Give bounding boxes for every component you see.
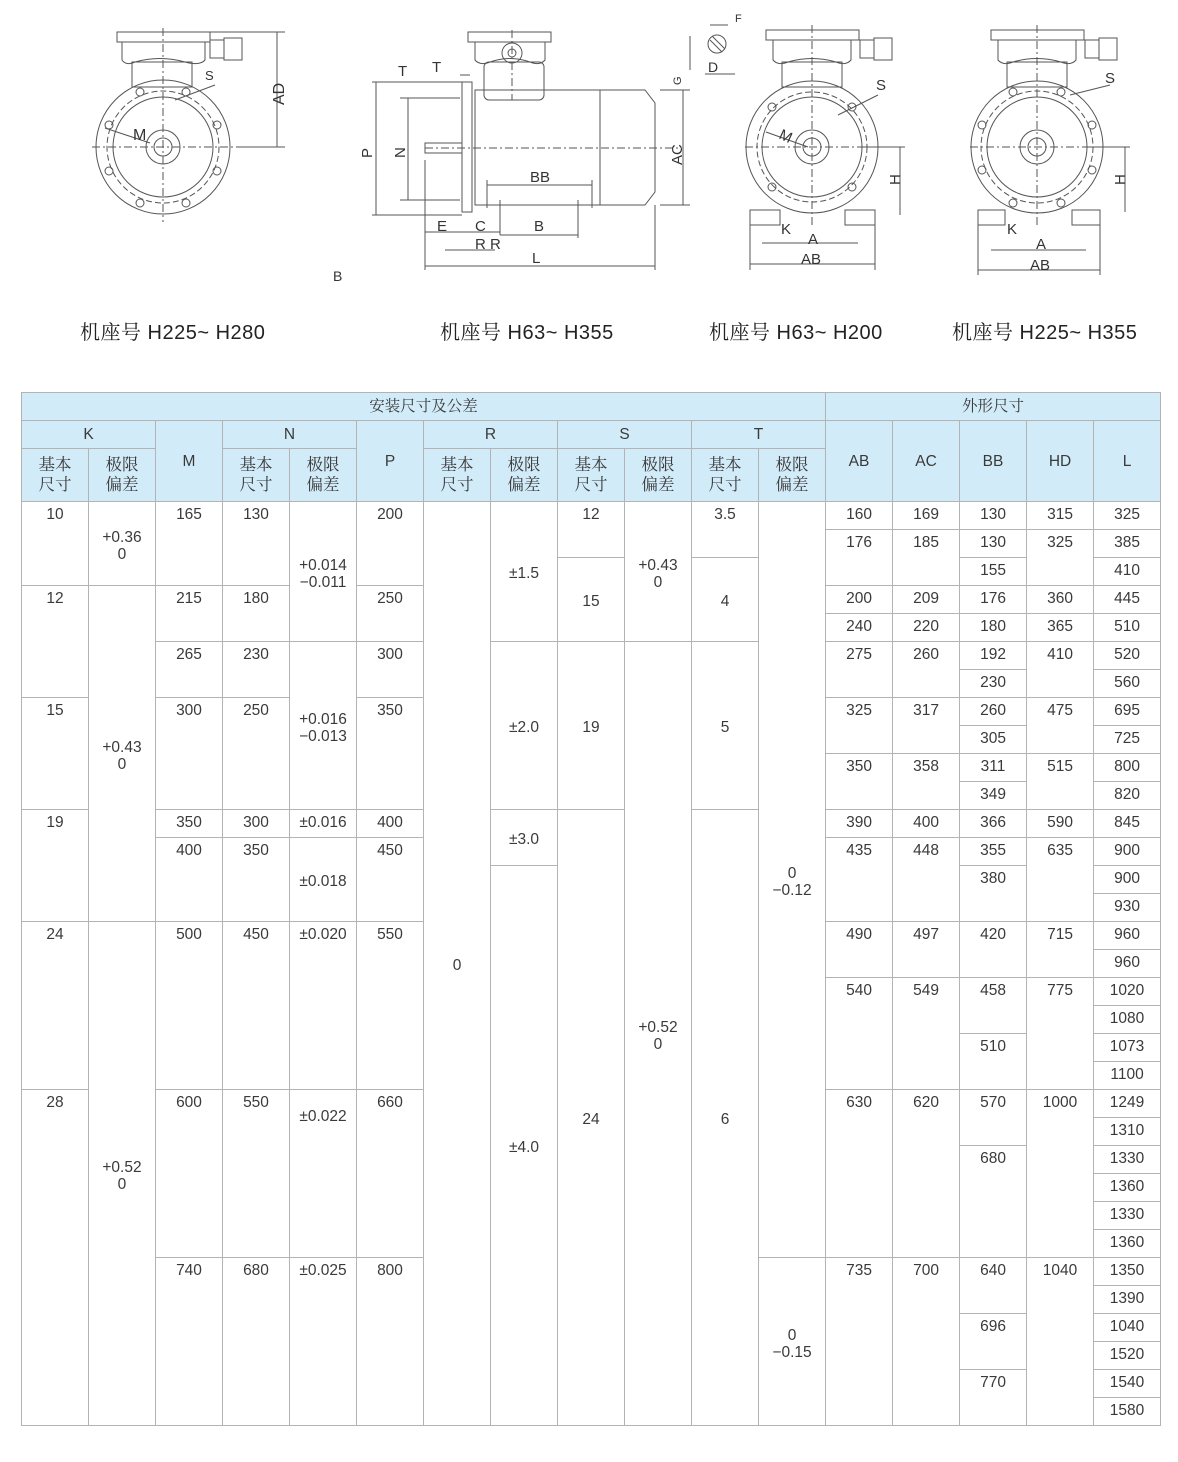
bb-cell: 458 xyxy=(960,978,1027,1034)
ab-cell: 350 xyxy=(826,754,893,810)
svg-text:P: P xyxy=(359,147,376,158)
ab-cell: 490 xyxy=(826,922,893,978)
n-tol-cell: ±0.018 xyxy=(290,838,357,922)
svg-text:AD: AD xyxy=(271,82,288,105)
svg-text:AB: AB xyxy=(1030,257,1051,274)
bb-cell: 510 xyxy=(960,1034,1027,1090)
svg-text:D: D xyxy=(708,59,719,75)
l-cell: 800 xyxy=(1094,754,1161,782)
l-cell: 385 xyxy=(1094,530,1161,558)
header-hd: HD xyxy=(1027,421,1094,502)
n-base-cell: 450 xyxy=(223,922,290,1090)
svg-text:C: C xyxy=(475,218,486,235)
bb-cell: 305 xyxy=(960,726,1027,754)
p-cell: 350 xyxy=(357,698,424,810)
hd-cell: 775 xyxy=(1027,978,1094,1090)
ab-cell: 200 xyxy=(826,586,893,614)
n-tol-cell: +0.016 −0.013 xyxy=(290,642,357,810)
hd-cell: 715 xyxy=(1027,922,1094,978)
drawing-front-h63-h200 xyxy=(740,20,910,280)
drawing-side-h63-h355 xyxy=(355,13,745,275)
l-cell: 900 xyxy=(1094,838,1161,866)
l-cell: 1580 xyxy=(1094,1398,1161,1426)
svg-text:K: K xyxy=(781,221,792,238)
l-cell: 900 xyxy=(1094,866,1161,894)
table-row xyxy=(22,810,1161,838)
ac-cell: 358 xyxy=(893,754,960,810)
svg-text:L: L xyxy=(532,250,541,267)
dimension-table xyxy=(21,392,1161,1426)
stray-label-b: B xyxy=(333,268,343,284)
r-tol-cell: ±1.5 xyxy=(491,502,558,642)
ac-cell: 448 xyxy=(893,838,960,922)
p-cell: 300 xyxy=(357,642,424,698)
hd-cell: 1000 xyxy=(1027,1090,1094,1258)
m-cell: 740 xyxy=(156,1258,223,1426)
l-cell: 1310 xyxy=(1094,1118,1161,1146)
bb-cell: 770 xyxy=(960,1370,1027,1426)
bb-cell: 130 xyxy=(960,530,1027,558)
svg-text:AC: AC xyxy=(669,144,686,165)
svg-text:F: F xyxy=(735,13,742,25)
n-base-cell: 130 xyxy=(223,502,290,586)
subheader-n-tol: 极限 偏差 xyxy=(290,449,357,502)
subheader-s-tol: 极限 偏差 xyxy=(625,449,692,502)
k-base-cell: 24 xyxy=(22,922,89,1090)
r-tol-cell: ±3.0 xyxy=(491,810,558,866)
l-cell: 510 xyxy=(1094,614,1161,642)
header-ac: AC xyxy=(893,421,960,502)
ac-cell: 700 xyxy=(893,1258,960,1426)
svg-text:S: S xyxy=(205,68,214,83)
m-cell: 300 xyxy=(156,698,223,810)
hd-cell: 360 xyxy=(1027,586,1094,614)
m-cell: 350 xyxy=(156,810,223,838)
bb-cell: 570 xyxy=(960,1090,1027,1146)
n-base-cell: 300 xyxy=(223,810,290,838)
n-tol-cell: ±0.016 xyxy=(290,810,357,838)
l-cell: 1350 xyxy=(1094,1258,1161,1286)
s-tol-cell: +0.43 0 xyxy=(625,502,692,642)
subheader-r-tol: 极限 偏差 xyxy=(491,449,558,502)
subheader-k-tol: 极限 偏差 xyxy=(89,449,156,502)
l-cell: 445 xyxy=(1094,586,1161,614)
l-cell: 1330 xyxy=(1094,1146,1161,1174)
caption-h225-h355: 机座号 H225~ H355 xyxy=(952,322,1138,344)
k-base-cell: 28 xyxy=(22,1090,89,1426)
bb-cell: 311 xyxy=(960,754,1027,782)
n-base-cell: 350 xyxy=(223,838,290,922)
m-cell: 500 xyxy=(156,922,223,1090)
header-r: R xyxy=(424,421,558,449)
bb-cell: 680 xyxy=(960,1146,1027,1258)
bb-cell: 180 xyxy=(960,614,1027,642)
t-tol-cell: 0 −0.15 xyxy=(759,1258,826,1426)
ab-cell: 275 xyxy=(826,642,893,698)
ac-cell: 317 xyxy=(893,698,960,754)
k-base-cell: 10 xyxy=(22,502,89,586)
svg-text:N: N xyxy=(392,147,409,158)
l-cell: 845 xyxy=(1094,810,1161,838)
subheader-k-base: 基本 尺寸 xyxy=(22,449,89,502)
bb-cell: 155 xyxy=(960,558,1027,586)
p-cell: 550 xyxy=(357,922,424,1090)
l-cell: 520 xyxy=(1094,642,1161,670)
s-base-cell: 12 xyxy=(558,502,625,558)
ab-cell: 735 xyxy=(826,1258,893,1426)
l-cell: 1360 xyxy=(1094,1230,1161,1258)
ab-cell: 435 xyxy=(826,838,893,922)
l-cell: 1330 xyxy=(1094,1202,1161,1230)
header-m: M xyxy=(156,421,223,502)
hd-cell: 315 xyxy=(1027,502,1094,530)
caption-h63-h200: 机座号 H63~ H200 xyxy=(709,322,883,344)
hd-cell: 635 xyxy=(1027,838,1094,922)
bb-cell: 696 xyxy=(960,1314,1027,1370)
hd-cell: 325 xyxy=(1027,530,1094,586)
k-tol-cell: +0.43 0 xyxy=(89,586,156,922)
p-cell: 450 xyxy=(357,838,424,922)
l-cell: 410 xyxy=(1094,558,1161,586)
svg-text:R: R xyxy=(490,236,501,253)
m-cell: 265 xyxy=(156,642,223,698)
l-cell: 930 xyxy=(1094,894,1161,922)
l-cell: 1249 xyxy=(1094,1090,1161,1118)
p-cell: 250 xyxy=(357,586,424,642)
l-cell: 1520 xyxy=(1094,1342,1161,1370)
ac-cell: 169 xyxy=(893,502,960,530)
ab-cell: 630 xyxy=(826,1090,893,1258)
svg-text:A: A xyxy=(1036,236,1047,253)
l-cell: 1100 xyxy=(1094,1062,1161,1090)
ac-cell: 549 xyxy=(893,978,960,1090)
table-row xyxy=(22,642,1161,670)
subheader-s-base: 基本 尺寸 xyxy=(558,449,625,502)
drawing-front-h225-h355 xyxy=(965,20,1135,280)
ab-cell: 176 xyxy=(826,530,893,586)
svg-text:S: S xyxy=(876,77,887,94)
ac-cell: 400 xyxy=(893,810,960,838)
svg-text:G: G xyxy=(672,76,684,85)
header-install-group: 安装尺寸及公差 xyxy=(22,393,826,421)
n-base-cell: 680 xyxy=(223,1258,290,1426)
bb-cell: 260 xyxy=(960,698,1027,726)
bb-cell: 192 xyxy=(960,642,1027,670)
header-n: N xyxy=(223,421,357,449)
svg-text:K: K xyxy=(1007,221,1018,238)
drawing-front-h225-h280 xyxy=(90,20,290,230)
s-tol-cell: +0.52 0 xyxy=(625,642,692,1426)
t-base-cell: 5 xyxy=(692,642,759,810)
r-tol-cell: ±4.0 xyxy=(491,866,558,1426)
header-s: S xyxy=(558,421,692,449)
n-tol-cell: ±0.020 xyxy=(290,922,357,1090)
svg-text:M: M xyxy=(133,127,147,144)
l-cell: 1080 xyxy=(1094,1006,1161,1034)
svg-text:T: T xyxy=(432,59,442,76)
m-cell: 600 xyxy=(156,1090,223,1258)
k-base-cell: 15 xyxy=(22,698,89,810)
ac-cell: 220 xyxy=(893,614,960,642)
subheader-t-base: 基本 尺寸 xyxy=(692,449,759,502)
p-cell: 400 xyxy=(357,810,424,838)
svg-text:A: A xyxy=(808,231,819,248)
ac-cell: 185 xyxy=(893,530,960,586)
m-cell: 165 xyxy=(156,502,223,586)
svg-text:S: S xyxy=(1105,70,1116,87)
hd-cell: 515 xyxy=(1027,754,1094,810)
s-base-cell: 15 xyxy=(558,558,625,642)
s-base-cell: 24 xyxy=(558,810,625,1426)
ab-cell: 540 xyxy=(826,978,893,1090)
header-outline-group: 外形尺寸 xyxy=(826,393,1161,421)
k-tol-cell: +0.52 0 xyxy=(89,922,156,1426)
hd-cell: 365 xyxy=(1027,614,1094,642)
t-base-cell: 4 xyxy=(692,558,759,642)
svg-text:E: E xyxy=(437,218,448,235)
r-base-cell: 0 xyxy=(424,502,491,1426)
l-cell: 1040 xyxy=(1094,1314,1161,1342)
n-base-cell: 250 xyxy=(223,698,290,810)
n-base-cell: 180 xyxy=(223,586,290,642)
svg-text:AB: AB xyxy=(801,251,822,268)
caption-h225-h280: 机座号 H225~ H280 xyxy=(80,322,266,344)
header-bb: BB xyxy=(960,421,1027,502)
n-tol-cell: ±0.022 xyxy=(290,1090,357,1258)
svg-text:M: M xyxy=(776,126,795,147)
r-tol-cell: ±2.0 xyxy=(491,642,558,810)
n-base-cell: 230 xyxy=(223,642,290,698)
n-tol-cell: +0.014 −0.011 xyxy=(290,502,357,642)
table-row xyxy=(22,502,1161,530)
svg-text:BB: BB xyxy=(530,169,551,186)
bb-cell: 640 xyxy=(960,1258,1027,1314)
svg-text:R: R xyxy=(475,236,486,253)
hd-cell: 1040 xyxy=(1027,1258,1094,1426)
ac-cell: 497 xyxy=(893,922,960,978)
bb-cell: 349 xyxy=(960,782,1027,810)
svg-text:H: H xyxy=(887,174,904,185)
k-tol-cell: +0.36 0 xyxy=(89,502,156,586)
l-cell: 695 xyxy=(1094,698,1161,726)
header-k: K xyxy=(22,421,156,449)
header-l: L xyxy=(1094,421,1161,502)
hd-cell: 475 xyxy=(1027,698,1094,754)
k-base-cell: 19 xyxy=(22,810,89,922)
ac-cell: 209 xyxy=(893,586,960,614)
l-cell: 1390 xyxy=(1094,1286,1161,1314)
m-cell: 215 xyxy=(156,586,223,642)
l-cell: 960 xyxy=(1094,950,1161,978)
header-ab: AB xyxy=(826,421,893,502)
l-cell: 960 xyxy=(1094,922,1161,950)
bb-cell: 380 xyxy=(960,866,1027,922)
l-cell: 1073 xyxy=(1094,1034,1161,1062)
bb-cell: 355 xyxy=(960,838,1027,866)
n-tol-cell: ±0.025 xyxy=(290,1258,357,1426)
ac-cell: 260 xyxy=(893,642,960,698)
l-cell: 325 xyxy=(1094,502,1161,530)
p-cell: 660 xyxy=(357,1090,424,1258)
t-base-cell: 6 xyxy=(692,810,759,1426)
bb-cell: 176 xyxy=(960,586,1027,614)
header-t: T xyxy=(692,421,826,449)
ab-cell: 160 xyxy=(826,502,893,530)
svg-text:T: T xyxy=(398,63,408,80)
ac-cell: 620 xyxy=(893,1090,960,1258)
ab-cell: 240 xyxy=(826,614,893,642)
s-base-cell: 19 xyxy=(558,642,625,810)
l-cell: 725 xyxy=(1094,726,1161,754)
l-cell: 1020 xyxy=(1094,978,1161,1006)
l-cell: 1360 xyxy=(1094,1174,1161,1202)
l-cell: 820 xyxy=(1094,782,1161,810)
p-cell: 200 xyxy=(357,502,424,586)
l-cell: 560 xyxy=(1094,670,1161,698)
subheader-r-base: 基本 尺寸 xyxy=(424,449,491,502)
subheader-t-tol: 极限 偏差 xyxy=(759,449,826,502)
k-base-cell: 12 xyxy=(22,586,89,698)
bb-cell: 130 xyxy=(960,502,1027,530)
ab-cell: 390 xyxy=(826,810,893,838)
m-cell: 400 xyxy=(156,838,223,922)
bb-cell: 420 xyxy=(960,922,1027,978)
svg-text:H: H xyxy=(1112,174,1129,185)
p-cell: 800 xyxy=(357,1258,424,1426)
bb-cell: 230 xyxy=(960,670,1027,698)
svg-text:B: B xyxy=(534,218,545,235)
l-cell: 1540 xyxy=(1094,1370,1161,1398)
t-base-cell: 3.5 xyxy=(692,502,759,558)
bb-cell: 366 xyxy=(960,810,1027,838)
hd-cell: 590 xyxy=(1027,810,1094,838)
n-base-cell: 550 xyxy=(223,1090,290,1258)
ab-cell: 325 xyxy=(826,698,893,754)
header-p: P xyxy=(357,421,424,502)
t-tol-cell: 0 −0.12 xyxy=(759,502,826,1258)
hd-cell: 410 xyxy=(1027,642,1094,698)
subheader-n-base: 基本 尺寸 xyxy=(223,449,290,502)
caption-h63-h355: 机座号 H63~ H355 xyxy=(440,322,614,344)
